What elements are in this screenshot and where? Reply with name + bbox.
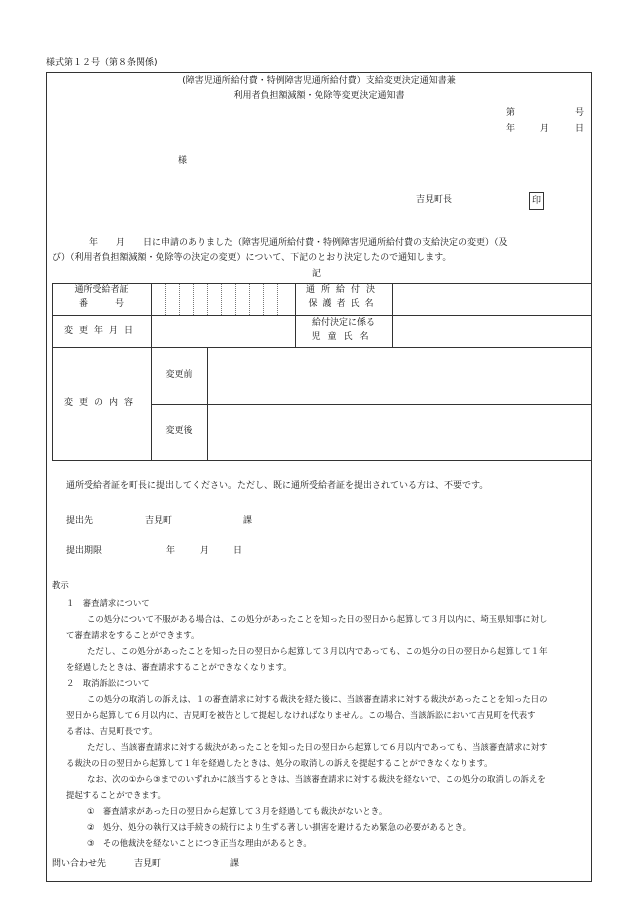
table-line (207, 347, 208, 461)
section1-p2-line1: ただし、この処分があったことを知った日の翌日から起算して３月以内であっても、この処分の日の翌日から起算して１年 (87, 646, 548, 656)
contact-town: 吉見町 (134, 859, 162, 869)
digit-divider (193, 284, 194, 315)
section2-p1-line3: る者は、吉見町長です。 (66, 726, 158, 736)
title-line1: (障害児通所給付費・特例障害児通所給付費）支給変更決定通知書兼 (182, 76, 456, 86)
digit-divider (277, 284, 278, 315)
recipient-cert-label-2: 番 号 (78, 299, 124, 309)
ki-label: 記 (312, 269, 322, 279)
submission-dest-section: 課 (243, 516, 253, 526)
section1-p2-line2: を経過したときは、審査請求することができなくなります。 (66, 662, 292, 672)
section1-p1-line1: この処分について不服がある場合は、この処分があったことを知った日の翌日から起算して３月以内に、埼玉県知事に対し (87, 614, 548, 624)
table-line (52, 460, 592, 461)
guardian-label-2: 保護者氏名 (308, 299, 379, 309)
section2-p3-line1: なお、次の①から③までのいずれかに該当するときは、当該審査請求に対する裁決を経ないで、この処分の取消しの訴えを (87, 774, 546, 784)
submission-notice: 通所受給者証を町長に提出してください。ただし、既に通所受給者証を提出されている方は、不要です。 (66, 481, 489, 491)
submission-deadline-month: 月 (200, 546, 210, 556)
change-content-label: 変更の内容 (63, 398, 139, 408)
table-line (52, 347, 592, 348)
list-item-3: ③ その他裁決を経ないことにつき正当な理由があるとき。 (87, 838, 312, 848)
child-label-2: 児童氏名 (311, 332, 376, 342)
digit-divider (221, 284, 222, 315)
section2-p2-line1: ただし、当該審査請求に対する裁決があったことを知った日の翌日から起算して６月以内であっても、当該審査請求に対す (87, 742, 548, 752)
section2-p1-line2: 翌日から起算して６月以内に、吉見町を被告として提起しなければなりません。この場合、当該訴訟において吉見町を代表す (66, 710, 536, 720)
section1-title: １ 審査請求について (66, 598, 150, 608)
submission-deadline-label: 提出期限 (66, 546, 103, 556)
before-label: 変更前 (165, 370, 193, 380)
doc-date-year: 年 (506, 124, 516, 134)
guardian-label-1: 通所給付決 (305, 285, 381, 295)
submission-deadline-day: 日 (233, 546, 243, 556)
doc-date-month: 月 (540, 124, 550, 134)
section2-p2-line2: る裁決の日の翌日から起算して１年を経過したときは、処分の取消しの訴えを提起することができなくなります。 (66, 758, 493, 768)
addressee-honorific: 様 (178, 156, 188, 166)
table-line (52, 283, 592, 284)
table-line (591, 283, 592, 461)
body-line2: び）（利用者負担額減額・免除等の決定の変更）について、下記のとおり決定したので通知します。 (52, 253, 452, 263)
table-line (151, 404, 592, 405)
section2-p1-line1: この処分の取消しの訴えは、１の審査請求に対する裁決を経た後に、当該審査請求に対する裁決があったことを知った日の (87, 694, 548, 704)
child-label-1: 給付決定に係る (311, 318, 375, 328)
digit-divider (165, 284, 166, 315)
doc-number-suffix: 号 (575, 108, 585, 118)
contact-section: 課 (230, 859, 240, 869)
submission-deadline-year: 年 (166, 546, 176, 556)
doc-date-day: 日 (575, 124, 585, 134)
title-line2: 利用者負担額減額・免除等変更決定通知書 (233, 91, 405, 101)
table-line (392, 283, 393, 348)
submission-dest-label: 提出先 (66, 516, 94, 526)
digit-divider (263, 284, 264, 315)
submission-dest-town: 吉見町 (145, 516, 173, 526)
digit-divider (249, 284, 250, 315)
table-line (52, 315, 592, 316)
contact-label: 問い合わせ先 (52, 859, 107, 869)
recipient-cert-label-1: 通所受給者証 (74, 285, 129, 295)
digit-divider (235, 284, 236, 315)
issuer-title: 吉見町長 (416, 195, 453, 205)
digit-divider (207, 284, 208, 315)
change-date-label: 変更年月日 (63, 326, 139, 336)
section2-title: ２ 取消訴訟について (66, 678, 150, 688)
body-line1: 年 月 日に申請のありました（障害児通所給付費・特例障害児通所給付費の支給決定の変更）（及 (89, 238, 508, 248)
form-number: 様式第１２号（第８条関係) (46, 58, 158, 68)
digit-divider (179, 284, 180, 315)
instructions-heading: 教示 (52, 580, 69, 590)
list-item-2: ② 処分、処分の執行又は手続きの続行により生ずる著しい損害を避けるため緊急の必要があるとき。 (87, 822, 472, 832)
section1-p1-line2: て審査請求をすることができます。 (66, 630, 200, 640)
seal-box: 印 (529, 192, 544, 210)
list-item-1: ① 審査請求があった日の翌日から起算して３月を経過しても裁決がないとき。 (87, 806, 388, 816)
section2-p3-line2: 提起することができます。 (66, 790, 166, 800)
after-label: 変更後 (165, 426, 193, 436)
doc-number-prefix: 第 (506, 108, 516, 118)
